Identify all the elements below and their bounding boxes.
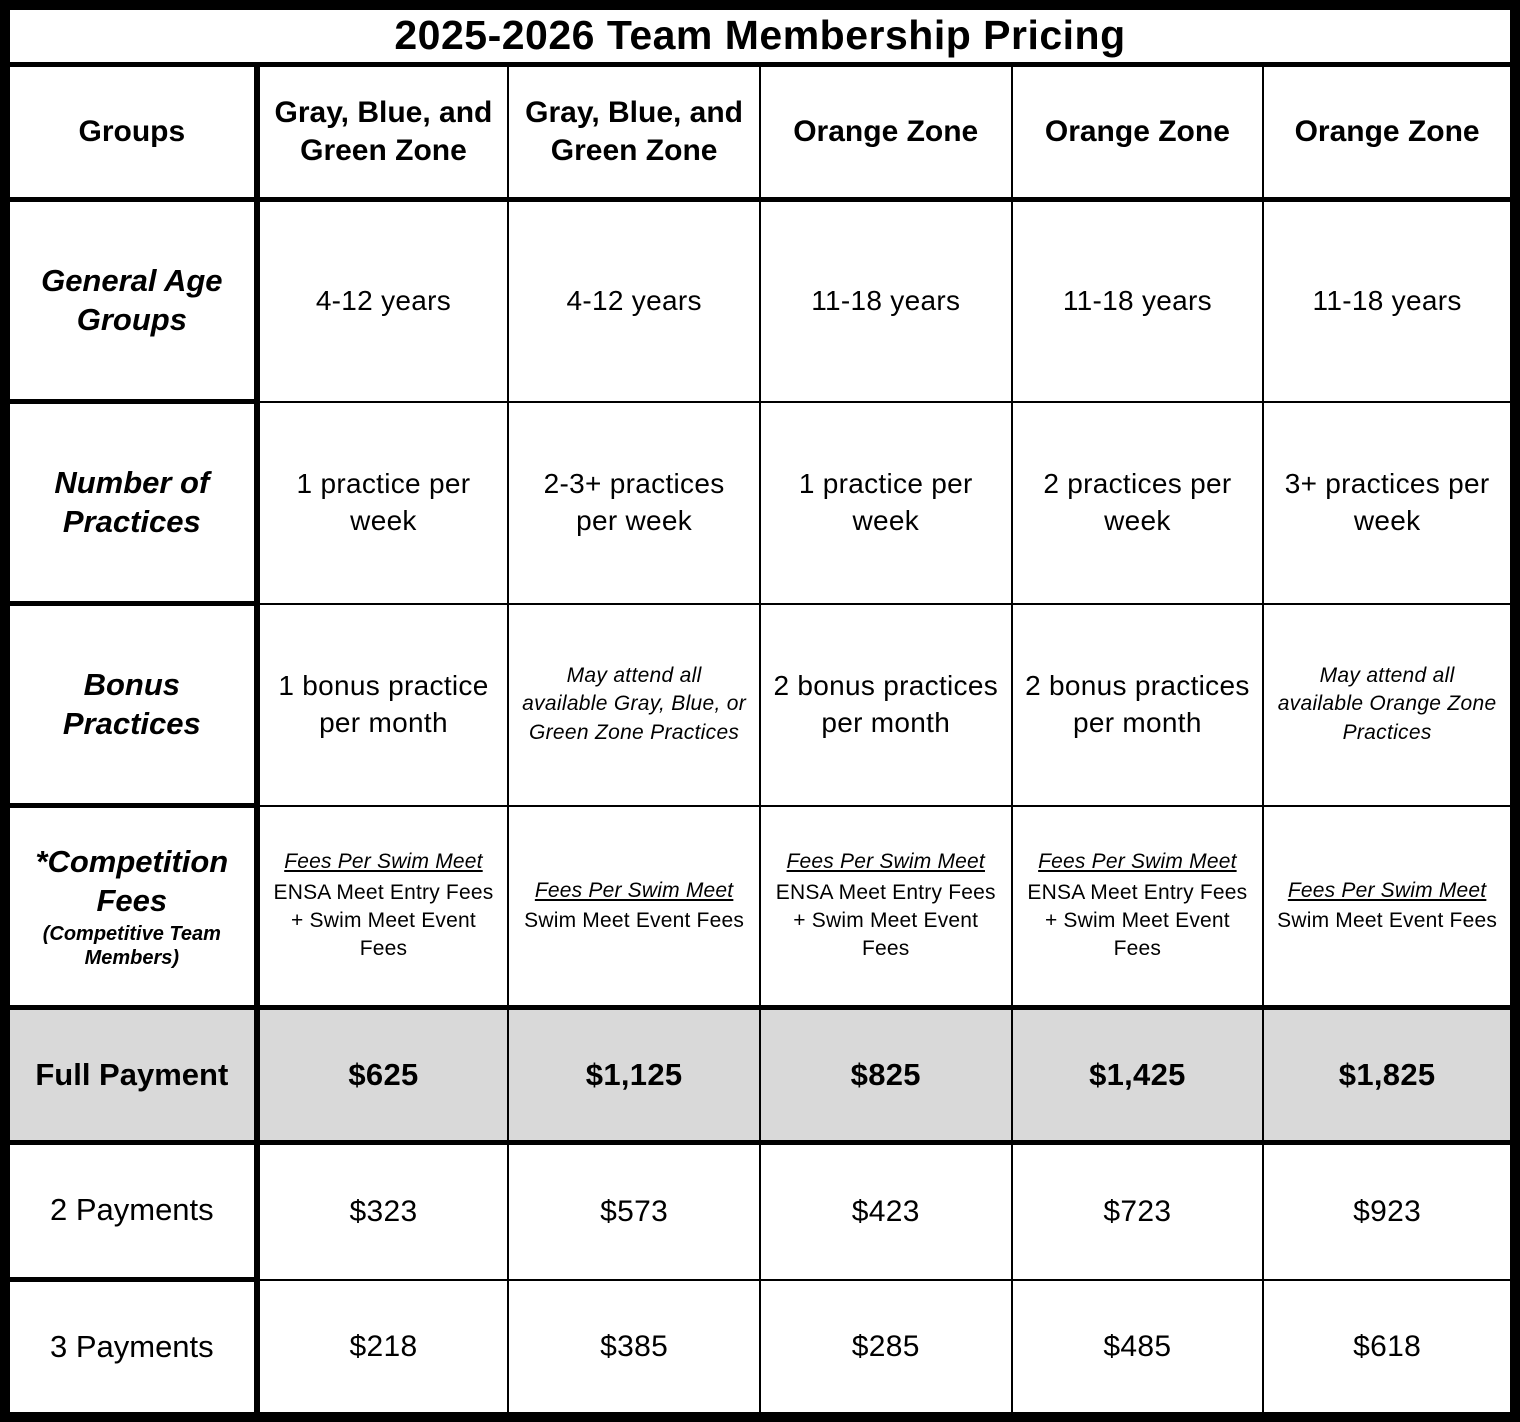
competition-fees-row: [5, 806, 1515, 1008]
three-payments-price: $385: [508, 1280, 760, 1418]
age-cell: 11-18 years: [760, 199, 1012, 401]
row-label-two-payments: 2 Payments: [5, 1142, 257, 1279]
row-label-full-payment: Full Payment: [5, 1008, 257, 1142]
two-payments-price: $723: [1012, 1142, 1264, 1279]
competition-fees-sublabel: (Competitive Team Members): [42, 923, 221, 970]
column-header-zone-5: Orange Zone: [1263, 64, 1515, 199]
column-header-zone-3: Orange Zone: [760, 64, 1012, 199]
fees-heading: Fees Per Swim Meet: [786, 850, 985, 874]
title-row: [5, 5, 1515, 64]
row-label-competition-fees: [5, 806, 257, 1008]
fees-body: ENSA Meet Entry Fees + Swim Meet Event Fees: [1027, 880, 1248, 961]
column-header-zone-2: Gray, Blue, and Green Zone: [508, 64, 760, 199]
row-label-bonus-practices: Bonus Practices: [5, 604, 257, 806]
header-row: [5, 64, 1515, 199]
row-label-number-of-practices: Number of Practices: [5, 402, 257, 604]
fees-cell: [257, 806, 509, 1008]
fees-body: Swim Meet Event Fees: [1277, 908, 1498, 932]
column-header-zone-1: Gray, Blue, and Green Zone: [257, 64, 509, 199]
practices-cell: 3+ practices per week: [1263, 402, 1515, 604]
full-payment-price: $1,425: [1012, 1008, 1264, 1142]
age-cell: 11-18 years: [1263, 199, 1515, 401]
full-payment-price: $625: [257, 1008, 509, 1142]
row-label-general-age-groups: General Age Groups: [5, 199, 257, 401]
fees-heading: Fees Per Swim Meet: [534, 878, 734, 902]
fees-cell: [1263, 806, 1515, 1008]
practices-cell: 2-3+ practices per week: [508, 402, 760, 604]
number-of-practices-row: [5, 402, 1515, 604]
two-payments-price: $923: [1263, 1142, 1515, 1279]
three-payments-price: $218: [257, 1280, 509, 1418]
three-payments-row: [5, 1280, 1515, 1418]
two-payments-row: [5, 1142, 1515, 1279]
bonus-cell: 1 bonus practice per month: [257, 604, 509, 806]
fees-body: ENSA Meet Entry Fees + Swim Meet Event Fees: [273, 880, 494, 961]
bonus-practices-row: [5, 604, 1515, 806]
full-payment-price: $1,825: [1263, 1008, 1515, 1142]
three-payments-price: $618: [1263, 1280, 1515, 1418]
column-header-groups: Groups: [5, 64, 257, 199]
full-payment-price: $1,125: [508, 1008, 760, 1142]
two-payments-price: $573: [508, 1142, 760, 1279]
fees-heading: Fees Per Swim Meet: [1038, 850, 1237, 874]
fees-body: ENSA Meet Entry Fees + Swim Meet Event Fees: [775, 880, 996, 961]
page-title: 2025-2026 Team Membership Pricing: [5, 5, 1515, 64]
bonus-cell: May attend all available Gray, Blue, or Green Zone Practices: [508, 604, 760, 806]
bonus-cell: 2 bonus practices per month: [760, 604, 1012, 806]
fees-body: Swim Meet Event Fees: [524, 908, 745, 932]
practices-cell: 1 practice per week: [257, 402, 509, 604]
two-payments-price: $323: [257, 1142, 509, 1279]
general-age-groups-row: [5, 199, 1515, 401]
practices-cell: 1 practice per week: [760, 402, 1012, 604]
fees-heading: Fees Per Swim Meet: [284, 850, 483, 874]
column-header-zone-4: Orange Zone: [1012, 64, 1264, 199]
three-payments-price: $485: [1012, 1280, 1264, 1418]
bonus-cell: 2 bonus practices per month: [1012, 604, 1264, 806]
three-payments-price: $285: [760, 1280, 1012, 1418]
age-cell: 4-12 years: [257, 199, 509, 401]
bonus-cell: May attend all available Orange Zone Practices: [1263, 604, 1515, 806]
two-payments-price: $423: [760, 1142, 1012, 1279]
fees-cell: [508, 806, 760, 1008]
full-payment-row: [5, 1008, 1515, 1142]
age-cell: 11-18 years: [1012, 199, 1264, 401]
fees-cell: [1012, 806, 1264, 1008]
fees-cell: [760, 806, 1012, 1008]
fees-heading: Fees Per Swim Meet: [1287, 878, 1487, 902]
competition-fees-label: *Competition Fees: [35, 843, 229, 918]
full-payment-price: $825: [760, 1008, 1012, 1142]
row-label-three-payments: 3 Payments: [5, 1280, 257, 1418]
practices-cell: 2 practices per week: [1012, 402, 1264, 604]
age-cell: 4-12 years: [508, 199, 760, 401]
